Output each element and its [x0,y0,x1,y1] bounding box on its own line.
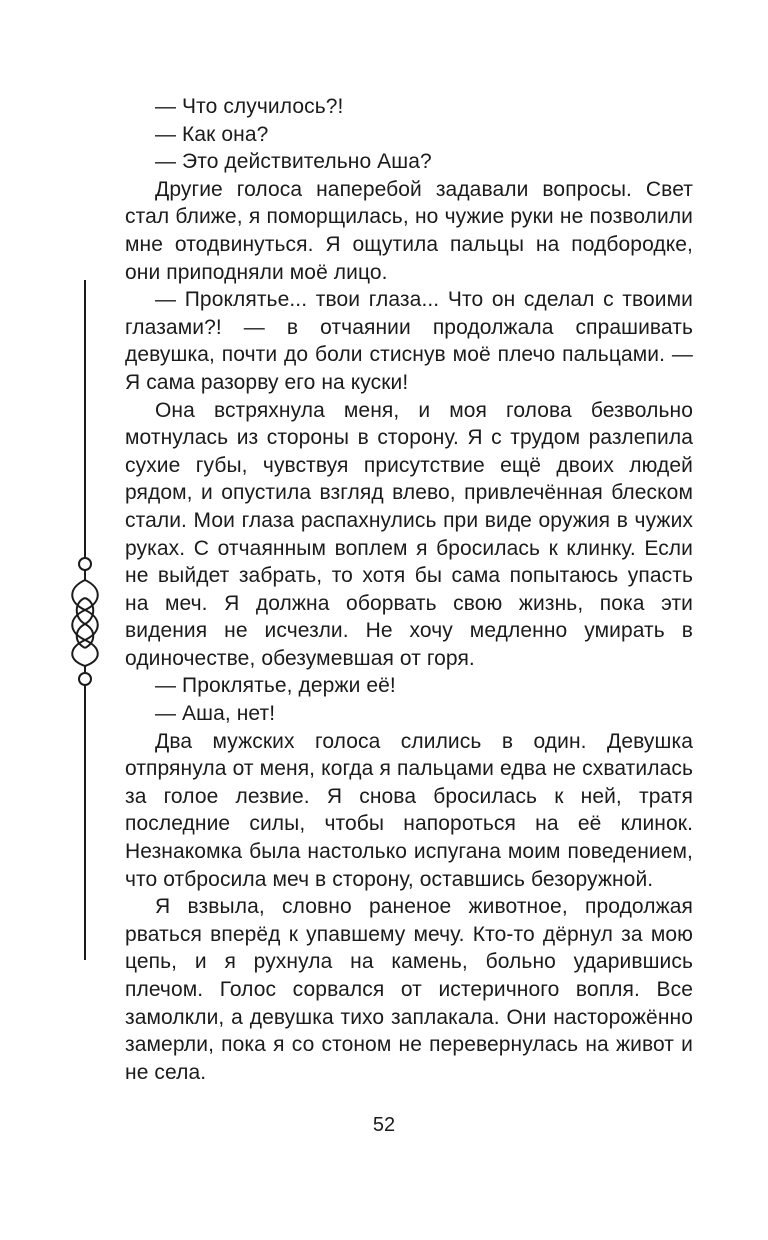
paragraph: Она встряхнула меня, и моя голова безвольно мотнулась из стороны в сторону. Я с трудом разлепила сухие губы, чувствуя присутствие ещё двоих людей рядом, и опустила взгляд влево, привлечённая блеском стали. Мои глаза распахнулись при виде оружия в чужих руках. С отчаянным воплем я бросилась к клинку. Если не выйдет забрать, то хотя бы сама попытаюсь упасть на меч. Я должна оборвать свою жизнь, пока эти видения не исчезли. Не хочу медленно умирать в одиночестве, обезумевшая от горя. [125,398,693,670]
margin-ornament-icon [60,280,110,960]
paragraph: — Проклятье... твои глаза... Что он сделал с твоими глазами?! — в отчаянии продолжала спрашивать девушка, почти до боли стиснув моё плечо пальцами. — Я сама разорву его на куски! [125,288,693,394]
paragraph: Другие голоса наперебой задавали вопросы. Свет стал ближе, я поморщилась, но чужие руки не позволили мне отодвинуться. Я ощутила пальцы на подбородке, они приподняли моё лицо. [125,177,693,284]
paragraph: Два мужских голоса слились в один. Девушка отпрянула от меня, когда я пальцами едва не схватилась за голое лезвие. Я снова бросилась к ней, тратя последние силы, чтобы напороться на её клинок. Незнакомка была настолько испугана моим поведением, что отбросила меч в сторону, оставшись безоружной. [125,729,693,891]
paragraph: Я взвыла, словно раненое животное, продолжая рваться вперёд к упавшему мечу. Кто-то дёрнул за мою цепь, и я рухнула на камень, больно ударившись плечом. Голос сорвался от истеричного вопля. Все замолкли, а девушка тихо заплакала. Они насторожённо замерли, пока я со стоном не перевернулась на живот и не села. [125,895,693,1084]
page-number: 52 [372,1114,396,1136]
body-text [125,93,693,1086]
dialogue-line: — Аша, нет! [155,702,276,726]
dialogue-line: — Проклятье, держи её! [155,674,396,698]
dialogue-line: — Что случилось?! [155,95,344,118]
dialogue-line: — Это действительно Аша? [155,150,432,174]
dialogue-line: — Как она? [155,122,269,146]
